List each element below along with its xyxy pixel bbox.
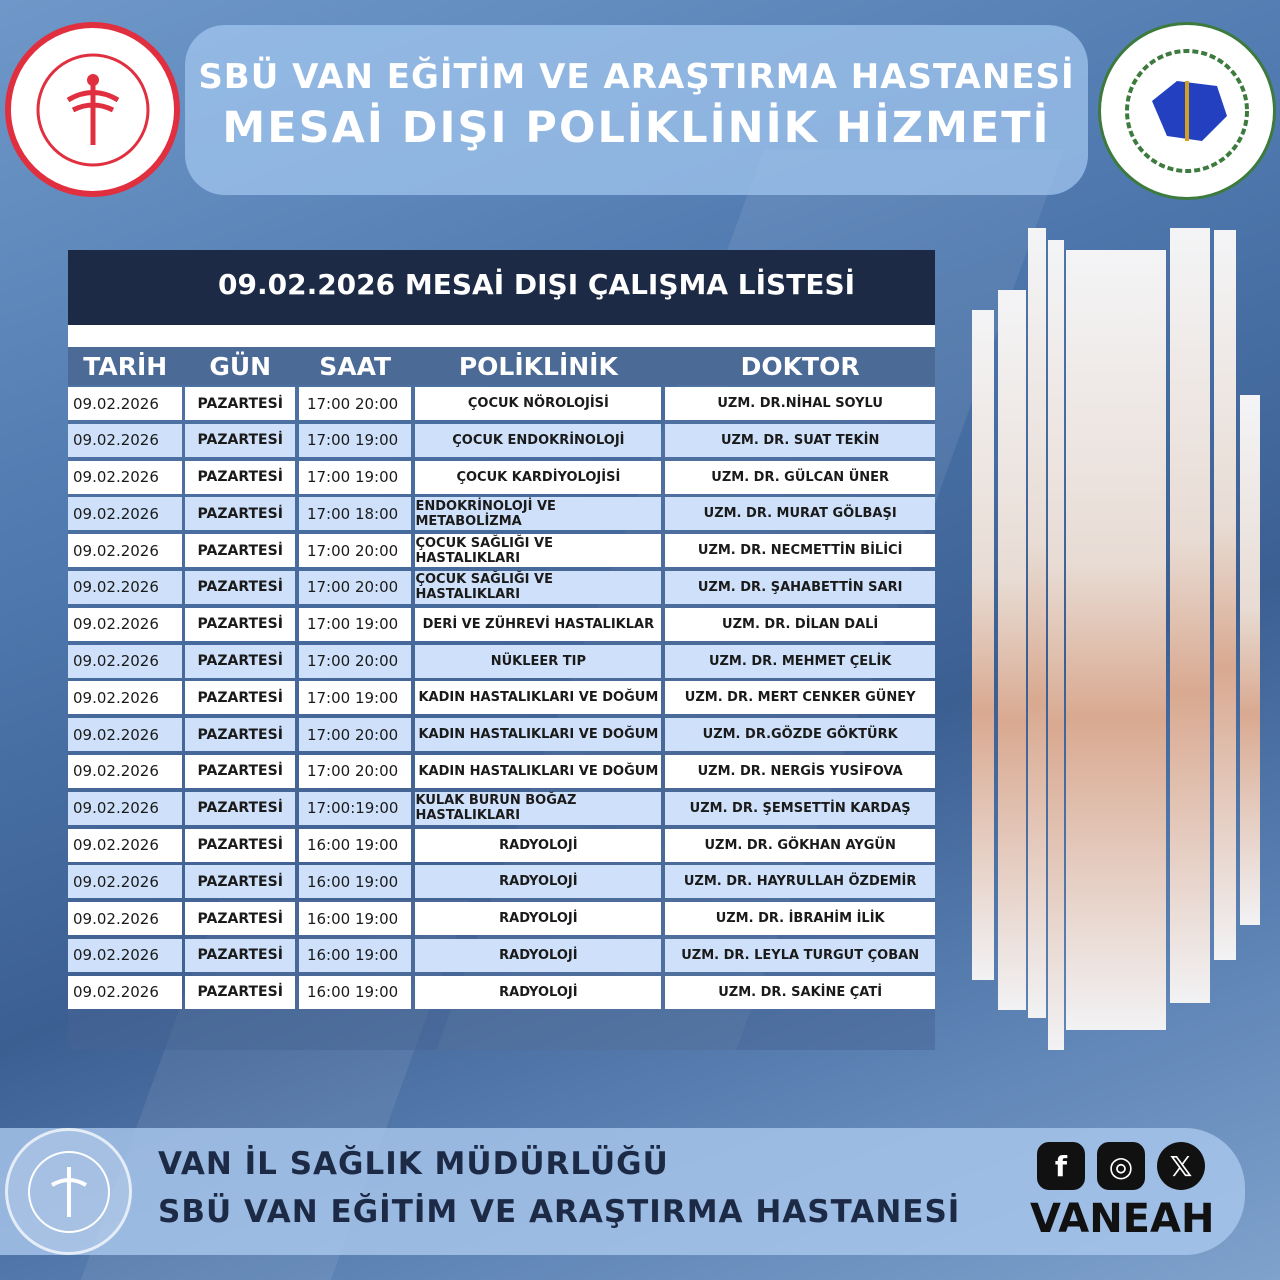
cell-doctor: UZM. DR. MERT CENKER GÜNEY	[665, 681, 935, 714]
cell-day: PAZARTESİ	[185, 976, 294, 1009]
cell-time: 17:00 18:00	[299, 497, 412, 530]
footer-directorate: VAN İL SAĞLIK MÜDÜRLÜĞÜ	[158, 1146, 669, 1182]
schedule-table	[68, 250, 935, 1050]
cell-time: 16:00 19:00	[299, 902, 412, 935]
cell-doctor: UZM. DR. GÜLCAN ÜNER	[665, 461, 935, 494]
photo-strip	[972, 310, 994, 980]
cell-clinic: ÇOCUK ENDOKRİNOLOJİ	[415, 424, 661, 457]
cell-doctor: UZM. DR.NİHAL SOYLU	[665, 387, 935, 420]
cell-time: 17:00 19:00	[299, 608, 412, 641]
table-row	[68, 495, 935, 532]
cell-clinic: KULAK BURUN BOĞAZ HASTALIKLARI	[415, 792, 661, 825]
cell-doctor: UZM. DR. SAKİNE ÇATİ	[665, 976, 935, 1009]
cell-doctor: UZM. DR. DİLAN DALİ	[665, 608, 935, 641]
hospital-name: SBÜ VAN EĞİTİM VE ARAŞTIRMA HASTANESİ	[198, 57, 1075, 97]
facebook-icon[interactable]: f	[1037, 1142, 1085, 1190]
table-body	[68, 385, 935, 1011]
photo-strip	[998, 290, 1026, 1010]
instagram-icon[interactable]: ◎	[1097, 1142, 1145, 1190]
table-row	[68, 900, 935, 937]
column-header-day: GÜN	[209, 351, 272, 381]
ministry-logo-footer	[5, 1128, 132, 1255]
photo-strip	[1028, 228, 1046, 1018]
column-header-clinic: POLİKLİNİK	[458, 351, 618, 381]
table-title: 09.02.2026 MESAİ DIŞI ÇALIŞMA LİSTESİ	[68, 250, 935, 325]
cell-time: 17:00 20:00	[299, 534, 412, 567]
table-row	[68, 459, 935, 496]
social-handle: VANEAH	[1030, 1196, 1215, 1242]
cell-date: 09.02.2026	[68, 571, 182, 604]
cell-clinic: RADYOLOJİ	[415, 865, 661, 898]
cell-day: PAZARTESİ	[185, 681, 294, 714]
cell-time: 16:00 19:00	[299, 976, 412, 1009]
cell-doctor: UZM. DR. NECMETTİN BİLİCİ	[665, 534, 935, 567]
cell-date: 09.02.2026	[68, 939, 182, 972]
cell-clinic: ÇOCUK NÖROLOJİSİ	[415, 387, 661, 420]
photo-strip	[1170, 228, 1210, 1003]
cell-doctor: UZM. DR. ŞEMSETTİN KARDAŞ	[665, 792, 935, 825]
cell-day: PAZARTESİ	[185, 497, 294, 530]
divider	[68, 325, 935, 347]
table-row	[68, 753, 935, 790]
cell-clinic: RADYOLOJİ	[415, 902, 661, 935]
cell-doctor: UZM. DR. GÖKHAN AYGÜN	[665, 829, 935, 862]
cell-time: 17:00 20:00	[299, 387, 412, 420]
cell-day: PAZARTESİ	[185, 829, 294, 862]
table-row	[68, 606, 935, 643]
cell-day: PAZARTESİ	[185, 865, 294, 898]
cell-doctor: UZM. DR.GÖZDE GÖKTÜRK	[665, 718, 935, 751]
cell-date: 09.02.2026	[68, 792, 182, 825]
cell-doctor: UZM. DR. HAYRULLAH ÖZDEMİR	[665, 865, 935, 898]
cell-time: 17:00 20:00	[299, 718, 412, 751]
photo-strip	[1066, 250, 1166, 1030]
table-header	[68, 347, 935, 385]
cell-time: 17:00:19:00	[299, 792, 412, 825]
footer-banner	[0, 1128, 1245, 1255]
cell-doctor: UZM. DR. İBRAHİM İLİK	[665, 902, 935, 935]
cell-date: 09.02.2026	[68, 865, 182, 898]
cell-date: 09.02.2026	[68, 976, 182, 1009]
table-row	[68, 422, 935, 459]
photo-strip	[1048, 240, 1064, 1050]
cell-date: 09.02.2026	[68, 755, 182, 788]
table-row	[68, 790, 935, 827]
cell-clinic: ENDOKRİNOLOJİ VE METABOLİZMA	[415, 497, 661, 530]
cell-date: 09.02.2026	[68, 424, 182, 457]
cell-day: PAZARTESİ	[185, 755, 294, 788]
cell-clinic: KADIN HASTALIKLARI VE DOĞUM	[415, 755, 661, 788]
cell-doctor: UZM. DR. MEHMET ÇELİK	[665, 645, 935, 678]
cell-clinic: KADIN HASTALIKLARI VE DOĞUM	[415, 681, 661, 714]
cell-doctor: UZM. DR. MURAT GÖLBAŞI	[665, 497, 935, 530]
cell-time: 17:00 19:00	[299, 461, 412, 494]
photo-strip	[1214, 230, 1236, 960]
cell-date: 09.02.2026	[68, 497, 182, 530]
column-header-doctor: DOKTOR	[740, 351, 860, 381]
column-header-date: TARİH	[83, 351, 168, 381]
footer-hospital: SBÜ VAN EĞİTİM VE ARAŞTIRMA HASTANESİ	[158, 1194, 961, 1230]
table-row	[68, 937, 935, 974]
cell-day: PAZARTESİ	[185, 645, 294, 678]
cell-clinic: RADYOLOJİ	[415, 976, 661, 1009]
cell-time: 17:00 19:00	[299, 424, 412, 457]
cell-date: 09.02.2026	[68, 608, 182, 641]
cell-day: PAZARTESİ	[185, 718, 294, 751]
table-row	[68, 569, 935, 606]
header-banner	[185, 25, 1088, 195]
ministry-logo	[5, 22, 180, 197]
cell-time: 16:00 19:00	[299, 939, 412, 972]
cell-time: 17:00 20:00	[299, 755, 412, 788]
photo-strip	[1240, 395, 1260, 925]
table-row	[68, 863, 935, 900]
cell-clinic: ÇOCUK SAĞLIĞI VE HASTALIKLARI	[415, 534, 661, 567]
social-links	[1037, 1142, 1205, 1190]
cell-day: PAZARTESİ	[185, 461, 294, 494]
hospital-logo	[1098, 22, 1276, 200]
cell-day: PAZARTESİ	[185, 387, 294, 420]
cell-time: 17:00 20:00	[299, 571, 412, 604]
cell-date: 09.02.2026	[68, 902, 182, 935]
cell-doctor: UZM. DR. LEYLA TURGUT ÇOBAN	[665, 939, 935, 972]
cell-time: 16:00 19:00	[299, 865, 412, 898]
table-row	[68, 532, 935, 569]
cell-day: PAZARTESİ	[185, 902, 294, 935]
x-icon[interactable]: 𝕏	[1157, 1142, 1205, 1190]
cell-date: 09.02.2026	[68, 534, 182, 567]
cell-day: PAZARTESİ	[185, 424, 294, 457]
column-header-time: SAAT	[319, 351, 392, 381]
cell-clinic: NÜKLEER TIP	[415, 645, 661, 678]
cell-day: PAZARTESİ	[185, 571, 294, 604]
cell-day: PAZARTESİ	[185, 534, 294, 567]
table-row	[68, 643, 935, 680]
cell-date: 09.02.2026	[68, 718, 182, 751]
cell-clinic: ÇOCUK KARDİYOLOJİSİ	[415, 461, 661, 494]
cell-clinic: DERİ VE ZÜHREVİ HASTALIKLAR	[415, 608, 661, 641]
cell-date: 09.02.2026	[68, 645, 182, 678]
cell-date: 09.02.2026	[68, 461, 182, 494]
cell-day: PAZARTESİ	[185, 608, 294, 641]
cell-clinic: ÇOCUK SAĞLIĞI VE HASTALIKLARI	[415, 571, 661, 604]
table-row	[68, 716, 935, 753]
cell-time: 16:00 19:00	[299, 829, 412, 862]
page-title: MESAİ DIŞI POLİKLİNİK HİZMETİ	[222, 103, 1051, 153]
table-row	[68, 974, 935, 1011]
cell-day: PAZARTESİ	[185, 939, 294, 972]
cell-clinic: KADIN HASTALIKLARI VE DOĞUM	[415, 718, 661, 751]
cell-clinic: RADYOLOJİ	[415, 939, 661, 972]
cell-clinic: RADYOLOJİ	[415, 829, 661, 862]
cell-time: 17:00 19:00	[299, 681, 412, 714]
cell-doctor: UZM. DR. ŞAHABETTİN SARI	[665, 571, 935, 604]
cell-doctor: UZM. DR. NERGİS YUSİFOVA	[665, 755, 935, 788]
cell-date: 09.02.2026	[68, 681, 182, 714]
cell-time: 17:00 20:00	[299, 645, 412, 678]
cell-date: 09.02.2026	[68, 829, 182, 862]
cell-date: 09.02.2026	[68, 387, 182, 420]
cell-doctor: UZM. DR. SUAT TEKİN	[665, 424, 935, 457]
table-row	[68, 679, 935, 716]
cell-day: PAZARTESİ	[185, 792, 294, 825]
table-row	[68, 385, 935, 422]
table-row	[68, 827, 935, 864]
